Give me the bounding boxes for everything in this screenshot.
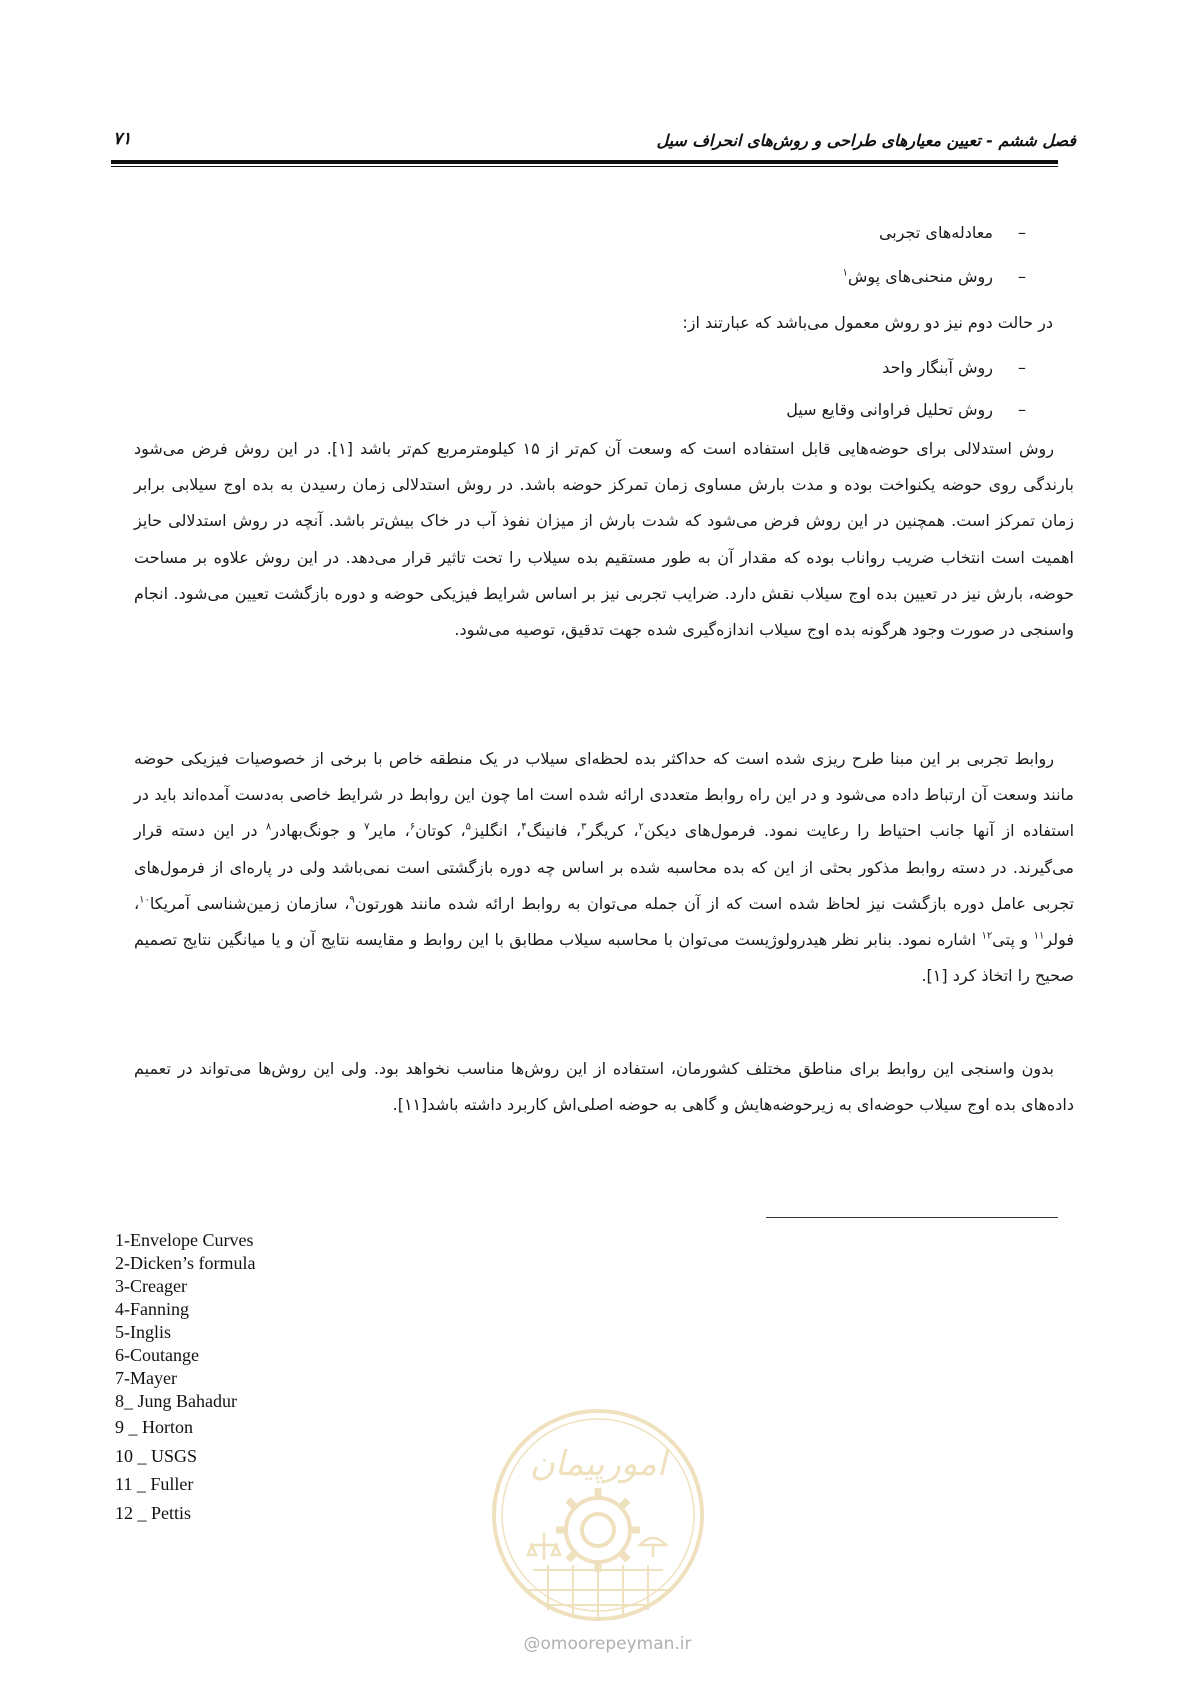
footnote-ref: ۱۰ bbox=[139, 894, 150, 906]
footnote-ref: ۵ bbox=[465, 822, 471, 834]
text-run: و جونگ‌بهادر bbox=[271, 821, 365, 841]
bullet-text: معادله‌های تجربی bbox=[878, 223, 993, 242]
bullet-text: روش آبنگار واحد bbox=[882, 358, 993, 377]
footnote-ref: ۲ bbox=[638, 822, 644, 834]
text-run: ، فانینگ bbox=[526, 821, 582, 841]
intro-sentence: در حالت دوم نیز دو روش معمول می‌باشد که عبارتند از: bbox=[682, 313, 1053, 332]
watermark-url: @omoorepeyman.ir bbox=[523, 1634, 692, 1654]
bullet-dash: – bbox=[1018, 400, 1026, 419]
chapter-title: فصل ششم - تعیین معیارهای طراحی و روش‌های انحراف سیل bbox=[656, 131, 1076, 150]
bullet-text: روش منحنی‌های پوش bbox=[847, 267, 993, 286]
footnote-ref: ۱ bbox=[842, 267, 848, 279]
text-run: در این دسته قرار می‌گیرند. در دسته روابط مذکور بحثی از این که بده محاسبه شده بر اساس چه دوره بازگشتی است نمی‌باشد ولی در پاره‌ای از فرمول‌های تجربی عامل دوره بازگشت نیز لحاظ شده است که از آن جمله می‌توان به روابط ارائه شده مانند هورتون bbox=[134, 821, 1075, 913]
paragraph-calibration bbox=[134, 1051, 1074, 1123]
footnote-item: 12 _ Pettis bbox=[115, 1502, 192, 1523]
text-run: ، انگلیز bbox=[471, 821, 522, 841]
bullet-text: روش تحلیل فراوانی وقایع سیل bbox=[786, 400, 993, 419]
text-run: ، مایر bbox=[369, 821, 410, 841]
text-run: روابط تجربی بر این مبنا طرح ریزی شده است که حداکثر بده لحظه‌ای سیلاب در یک منطقه خاص با برخی از خصوصیات فیزیکی حوضه مانند وسعت آن ارتباط داده می‌شود و در این راه روابط متعددی ارائه شده است اما چون این روابط در شرایط خاصی به‌دست آمده‌اند باید در استفاده از آنها جانب احتیاط را رعایت نمود. فرمول‌های دیکن bbox=[134, 749, 1075, 841]
list-item bbox=[879, 220, 1031, 246]
text-run: ، کریگر bbox=[586, 821, 639, 841]
text-run: ، فولر bbox=[134, 893, 1075, 950]
footnote-ref: ۳ bbox=[581, 822, 587, 834]
footnote-item: 8_ Jung Bahadur bbox=[115, 1391, 237, 1411]
footnote-item: 6-Coutange bbox=[115, 1345, 199, 1365]
paragraph-rational-method bbox=[134, 431, 1074, 648]
list-item bbox=[882, 355, 1031, 381]
text-run: اشاره نمود. بنابر نظر هیدرولوژیست می‌توان با محاسبه سیلاب مطابق با این روابط و مقایسه نتایج آن و یا میانگین نتایج تصمیم صحیح را اتخاذ کرد [۱]. bbox=[134, 930, 1074, 986]
footnote-item: 1-Envelope Curves bbox=[115, 1230, 254, 1250]
paragraph-text bbox=[134, 741, 1074, 994]
footnote-separator bbox=[766, 1217, 1058, 1218]
bullet-dash: – bbox=[1018, 223, 1026, 242]
footnote-ref: ۸ bbox=[265, 822, 272, 834]
footnote-item: 11 _ Fuller bbox=[115, 1474, 194, 1494]
footnote-ref: ۶ bbox=[409, 822, 416, 834]
paragraph-text: روش استدلالی برای حوضه‌هایی قابل استفاده است که وسعت آن کم‌تر از ۱۵ کیلومترمربع کم‌تر باشد [۱]. در این روش فرض می‌شود بارندگی روی حوضه یکنواخت بوده و مدت بارش مساوی زمان تمرکز حوضه باشد. در روش استدلالی زمان رسیدن به بده اوج سیلابی برابر زمان تمرکز است. همچنین در این روش فرض می‌شود که شدت بارش از میزان نفوذ آب در خاک بیش‌تر باشد. آنچه در روش استدلالی حایز اهمیت است انتخاب ضریب رواناب بوده که مقدار آن به طور مستقیم بده سیلاب را تحت تاثیر قرار می‌دهد. در این روش علاوه بر مساحت حوضه، بارش نیز در تعیین بده اوج سیلاب نقش دارد. ضرایب تجربی نیز بر اساس شرایط فیزیکی حوضه و دوره بازگشت تعیین می‌شود. انجام واسنجی در صورت وجود هرگونه بده اوج سیلاب اندازه‌گیری شده جهت تدقیق، توصیه می‌شود. bbox=[134, 439, 1074, 640]
paragraph-empirical-relations bbox=[134, 741, 1074, 994]
footnote-item: 9 _ Horton bbox=[115, 1417, 193, 1437]
page-number: ۷۱ bbox=[113, 129, 132, 149]
paragraph-text: بدون واسنجی این روابط برای مناطق مختلف کشورمان، استفاده از این روش‌ها مناسب نخواهد بود. ولی این روش‌ها می‌تواند در تعمیم داده‌های بده اوج سیلاب حوضه‌ای به زیرحوضه‌هایش و گاهی به حوضه اصلی‌اش کاربرد داشته باشد[۱۱]. bbox=[134, 1059, 1074, 1115]
footnote-item: 4-Fanning bbox=[115, 1299, 189, 1319]
bullet-dash: – bbox=[1018, 358, 1026, 377]
footnote-item: 7-Mayer bbox=[115, 1368, 177, 1388]
header-rule-thick bbox=[111, 160, 1058, 164]
footnote-item: 2-Dicken’s formula bbox=[115, 1253, 256, 1273]
footnote-ref: ۱۲ bbox=[981, 930, 993, 942]
footnote-item: 10 _ USGS bbox=[115, 1445, 198, 1466]
list-item bbox=[842, 264, 1031, 290]
text-run: ، کوتان bbox=[415, 821, 466, 841]
footnotes bbox=[115, 1229, 515, 1527]
bullet-dash: – bbox=[1018, 267, 1026, 286]
text-run: و پتی bbox=[992, 930, 1034, 950]
footnote-ref: ۱۱ bbox=[1033, 930, 1045, 942]
watermark-logo bbox=[488, 1405, 708, 1625]
footnote-ref: ۴ bbox=[521, 822, 527, 834]
list-item bbox=[786, 397, 1031, 423]
watermark-logo-text: امورپیمان bbox=[529, 1444, 667, 1484]
header-rule-thin bbox=[111, 166, 1058, 167]
footnote-ref: ۷ bbox=[364, 822, 370, 834]
footnote-ref: ۹ bbox=[349, 894, 355, 906]
footnote-item: 3-Creager bbox=[115, 1276, 187, 1296]
footnote-item: 5-Inglis bbox=[115, 1322, 171, 1342]
text-run: ، سازمان زمین‌شناسی آمریکا bbox=[149, 893, 350, 913]
